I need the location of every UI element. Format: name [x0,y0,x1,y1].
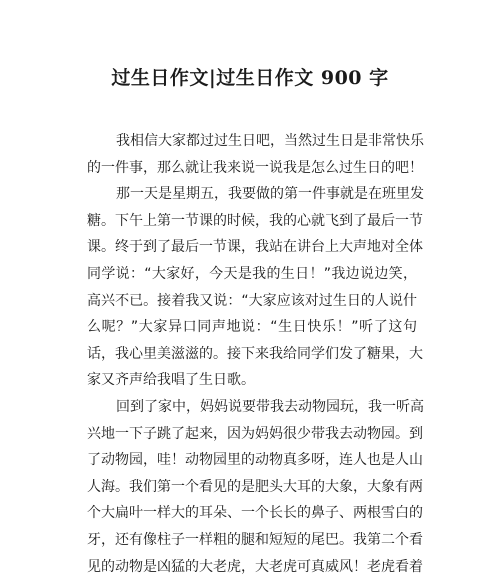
article-line: 了动物园，哇！动物园里的动物真多呀，连人也是人山 [87,447,417,474]
article-title: 过生日作文|过生日作文 900 字 [0,64,500,92]
article-line: 么呢？”大家异口同声地说：“生日快乐！”听了这句 [87,314,417,341]
article-line: 回到了家中，妈妈说要带我去动物园玩，我一听高 [87,394,417,421]
article-body [87,128,417,580]
article-line: 那一天是星期五，我要做的第一件事就是在班里发 [87,181,417,208]
article-line: 见的动物是凶猛的大老虎，大老虎可真威风！老虎看着 [87,554,417,580]
article-line: 牙，还有像柱子一样粗的腿和短短的尾巴。我第二个看 [87,527,417,554]
article-line: 糖。下午上第一节课的时候，我的心就飞到了最后一节 [87,208,417,235]
article-line: 我相信大家都过过生日吧，当然过生日是非常快乐 [87,128,417,155]
article-line: 同学说：“大家好，今天是我的生日！”我边说边笑， [87,261,417,288]
article-line: 人海。我们第一个看见的是肥头大耳的大象，大象有两 [87,474,417,501]
article-line: 课。终于到了最后一节课，我站在讲台上大声地对全体 [87,234,417,261]
article-line: 的一件事，那么就让我来说一说我是怎么过生日的吧！ [87,155,417,182]
article-line: 高兴不已。接着我又说：“大家应该对过生日的人说什 [87,288,417,315]
article-line: 话，我心里美滋滋的。接下来我给同学们发了糖果，大 [87,341,417,368]
article-line: 家又齐声给我唱了生日歌。 [87,367,417,394]
article-line: 兴地一下子跳了起来，因为妈妈很少带我去动物园。到 [87,421,417,448]
article-line: 个大扁叶一样大的耳朵、一个长长的鼻子、两根雪白的 [87,500,417,527]
